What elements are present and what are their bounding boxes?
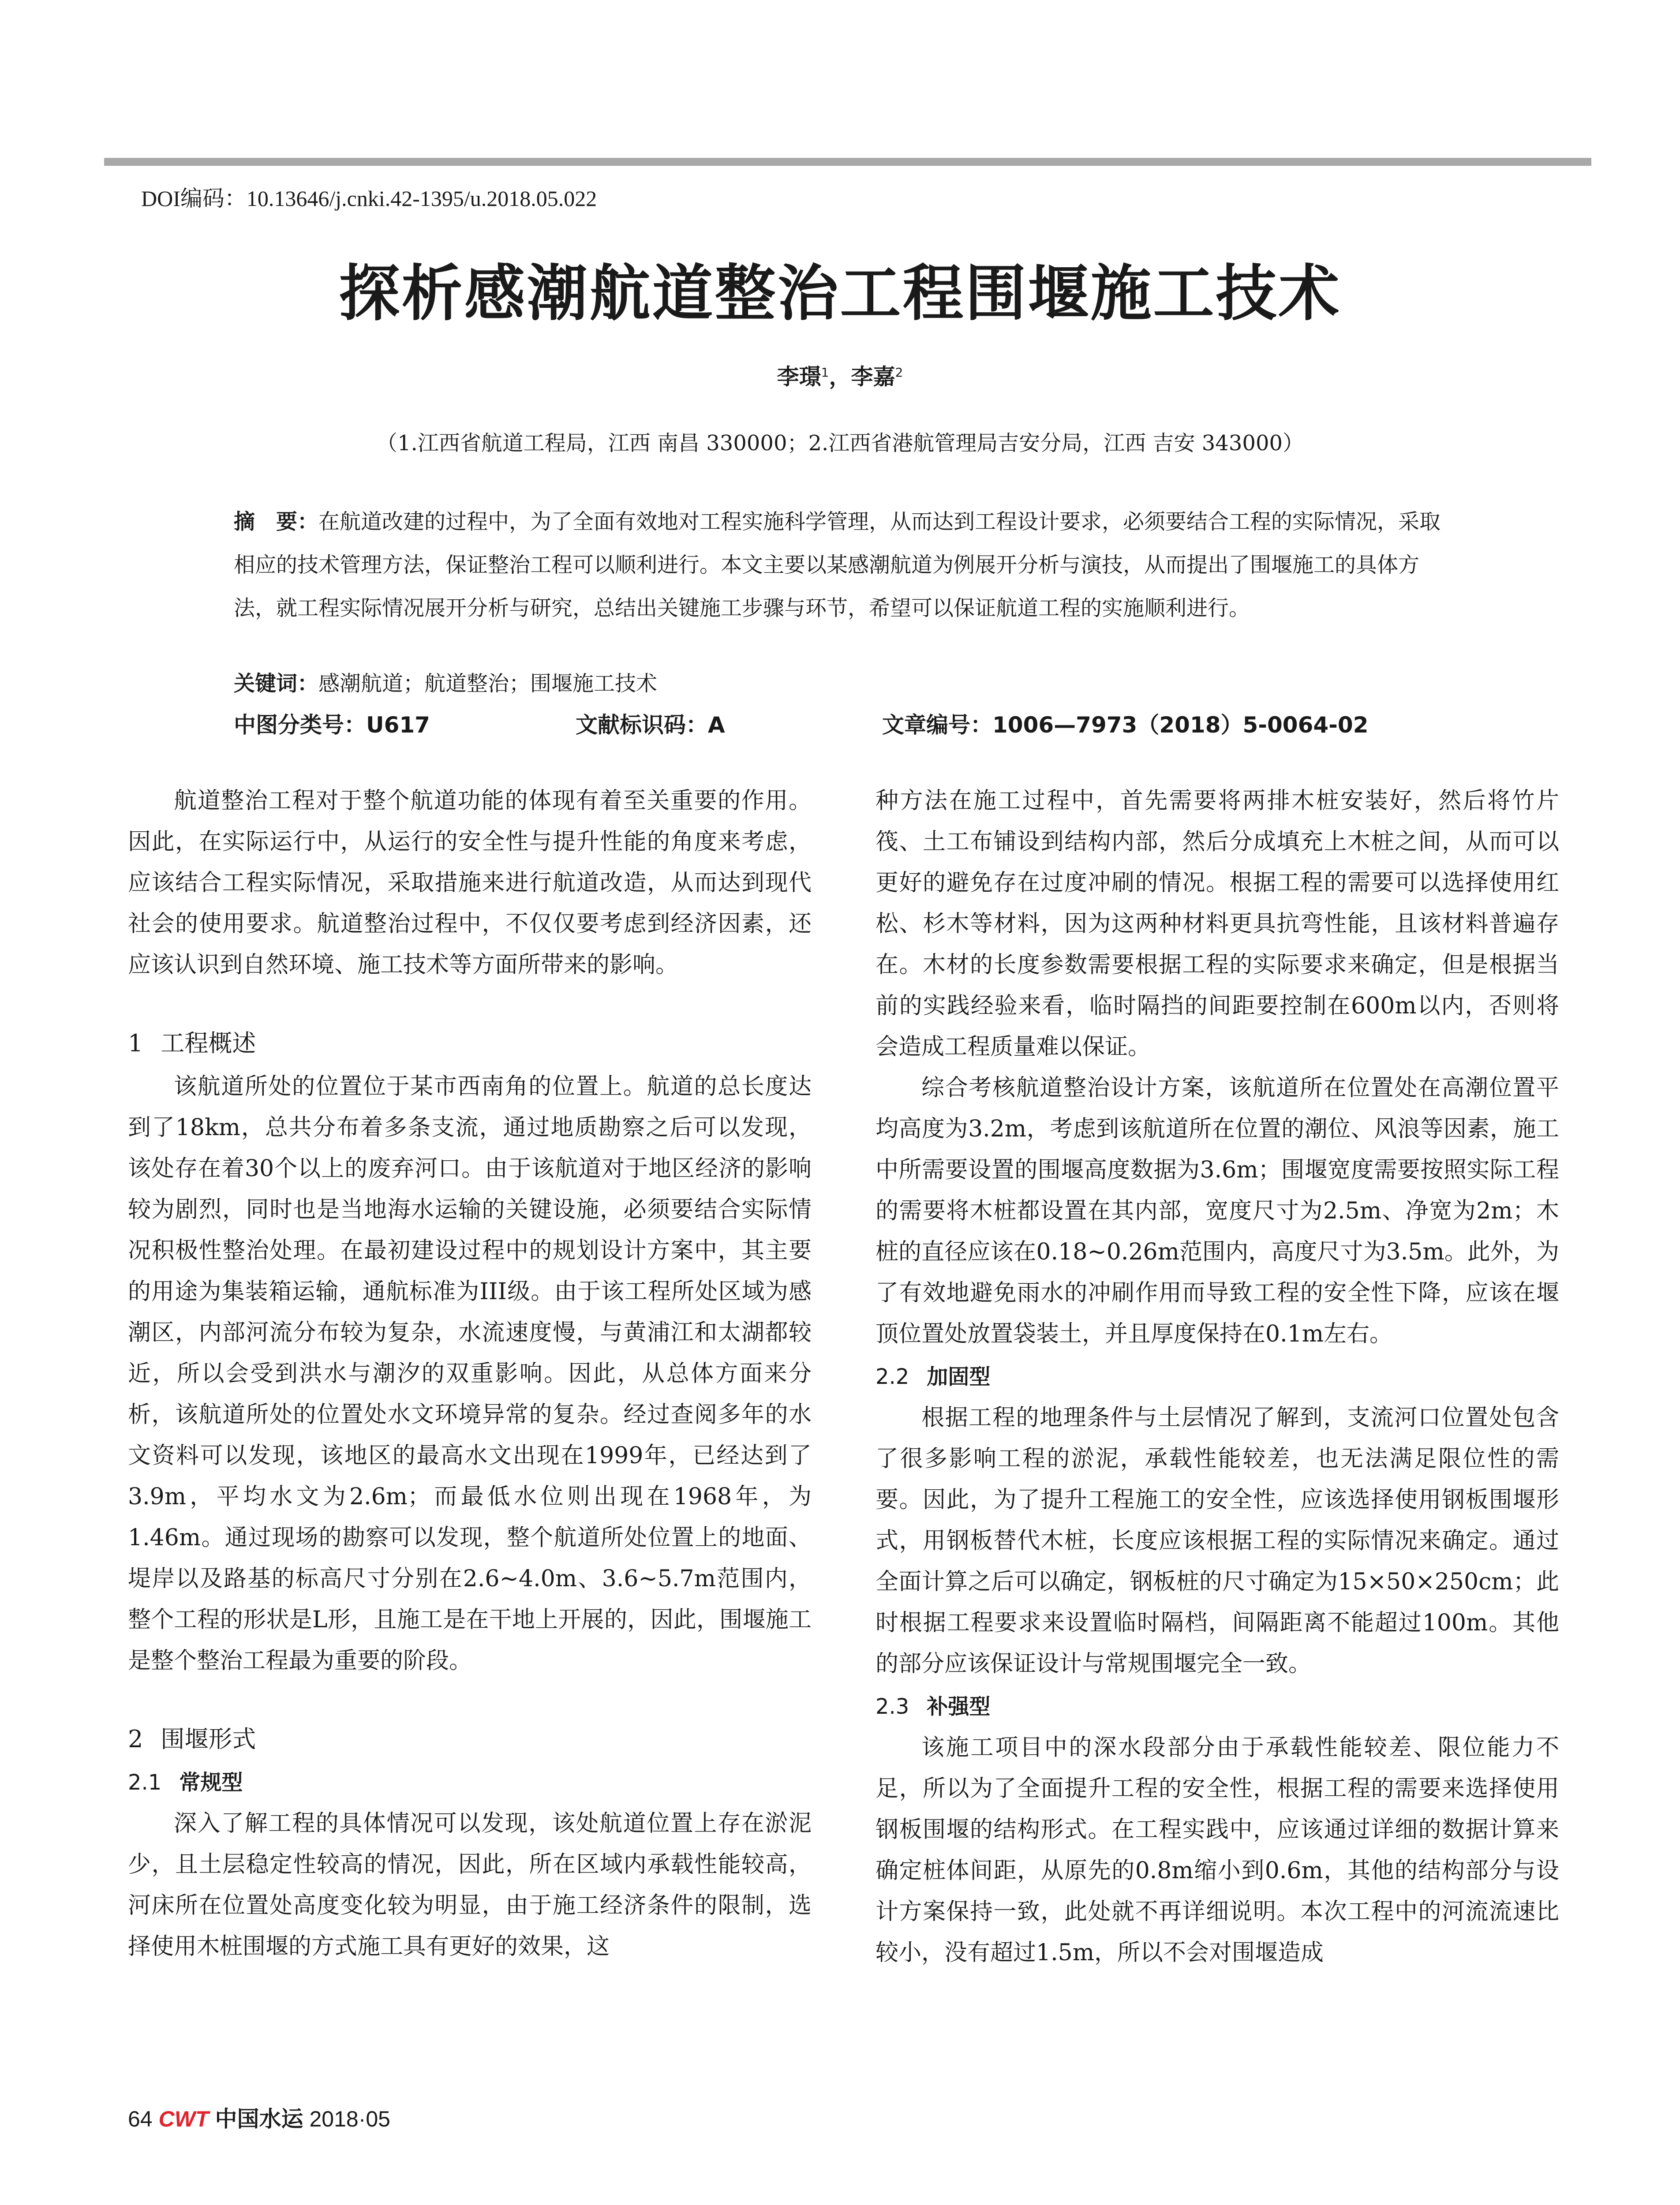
abstract xyxy=(234,500,1456,630)
section-title: 工程概述 xyxy=(161,1029,256,1057)
subsection-number: 2.3 xyxy=(876,1694,909,1719)
section-number: 2 xyxy=(128,1725,143,1753)
journal-brand-logo: CWT xyxy=(158,2107,209,2131)
author-affil-mark: 1 xyxy=(821,365,829,380)
subsection-number: 2.1 xyxy=(128,1770,162,1795)
subsection-title: 常规型 xyxy=(179,1770,243,1795)
subsection-heading-2-3 xyxy=(876,1686,1559,1727)
section-heading-1 xyxy=(128,1023,812,1064)
subsection-heading-2-1 xyxy=(128,1762,812,1803)
keywords-text: 感潮航道；航道整治；围堰施工技术 xyxy=(318,671,658,696)
keywords xyxy=(234,666,1456,701)
author-name: 李嘉 xyxy=(851,364,895,390)
author-line xyxy=(0,358,1680,392)
section-number: 1 xyxy=(128,1029,143,1057)
subsection-heading-2-2 xyxy=(876,1357,1559,1398)
affiliation: （1.江西省航道工程局，江西 南昌 330000；2.江西省港航管理局吉安分局，江西 吉安 343000） xyxy=(376,431,1304,456)
clc-number: 中图分类号：U617 xyxy=(234,712,430,738)
author-affil-mark: 2 xyxy=(895,365,903,380)
abstract-text: 在航道改建的过程中，为了全面有效地对工程实施科学管理，从而达到工程设计要求，必须要结合工程的实际情况，采取相应的技术管理方法，保证整治工程可以顺利进行。本文主要以某感潮航道为例展开分析与演技，从而提出了围堰施工的具体方法，就工程实际情况展开分析与研究，总结出关键施工步骤与环节，希望可以保证航道工程的实施顺利进行。 xyxy=(234,509,1441,620)
section-2-1-continued: 种方法在施工过程中，首先需要将两排木桩安装好，然后将竹片筏、土工布铺设到结构内部，然后分成填充上木桩之间，从而可以更好的避免存在过度冲刷的情况。根据工程的需要可以选择使用红松、杉木等材料，因为这两种材料更具抗弯性能，且该材料普遍存在。木材的长度参数需要根据工程的实际要求来确定，但是根据当前的实践经验来看，临时隔挡的间距要控制在600m以内，否则将会造成工程质量难以保证。 xyxy=(876,788,1559,1060)
intro-paragraph: 航道整治工程对于整个航道功能的体现有着至关重要的作用。因此，在实际运行中，从运行的安全性与提升性能的角度来考虑，应该结合工程实际情况，采取措施来进行航道改造，从而达到现代社会的使用要求。航道整治过程中，不仅仅要考虑到经济因素，还应该认识到自然环境、施工技术等方面所带来的影响。 xyxy=(128,788,812,978)
section-title: 围堰形式 xyxy=(161,1725,256,1753)
body-column-left xyxy=(128,781,812,1967)
article-number: 文章编号：1006—7973（2018）5-0064-02 xyxy=(882,712,1369,738)
subsection-title: 补强型 xyxy=(927,1694,991,1719)
page-number: 64 xyxy=(128,2107,153,2131)
body-column-right xyxy=(876,781,1559,1973)
section-2-3-paragraph: 该施工项目中的深水段部分由于承载性能较差、限位能力不足，所以为了全面提升工程的安全性，根据工程的需要来选择使用钢板围堰的结构形式。在工程实践中，应该通过详细的数据计算来确定桩体间距，从原先的0.8m缩小到0.6m，其他的结构部分与设计方案保持一致，此处就不再详细说明。本次工程中的河流流速比较小，没有超过1.5m，所以不会对围堰造成 xyxy=(876,1734,1559,1966)
section-2-2-paragraph: 根据工程的地理条件与土层情况了解到，支流河口位置处包含了很多影响工程的淤泥，承载性能较差，也无法满足限位性的需要。因此，为了提升工程施工的安全性，应该选择使用钢板围堰形式，用钢板替代木桩，长度应该根据工程的实际情况来确定。通过全面计算之后可以确定，钢板桩的尺寸确定为15×50×250cm；此时根据工程要求来设置临时隔档，间隔距离不能超过100m。其他的部分应该保证设计与常规围堰完全一致。 xyxy=(876,1405,1559,1677)
section-heading-2 xyxy=(128,1719,812,1760)
author-separator: ， xyxy=(829,364,851,390)
section-2-1-paragraph-2: 综合考核航道整治设计方案，该航道所在位置处在高潮位置平均高度为3.2m，考虑到该航道所在位置的潮位、风浪等因素，施工中所需要设置的围堰高度数据为3.6m；围堰宽度需要按照实际工程的需要将木桩都设置在其内部，宽度尺寸为2.5m、净宽为2m；木桩的直径应该在0.18~0.26m范围内，高度尺寸为3.5m。此外，为了有效地避免雨水的冲刷作用而导致工程的安全性下降，应该在堰顶位置处放置袋装土，并且厚度保持在0.1m左右。 xyxy=(876,1075,1559,1347)
page-footer xyxy=(128,2104,390,2134)
subsection-title: 加固型 xyxy=(927,1364,991,1389)
document-code: 文献标识码：A xyxy=(576,712,725,738)
top-rule xyxy=(104,158,1591,166)
author-name: 李璟 xyxy=(777,364,821,390)
journal-name: 中国水运 xyxy=(215,2106,303,2132)
section-2-1-paragraph: 深入了解工程的具体情况可以发现，该处航道位置上存在淤泥少，且土层稳定性较高的情况，因此，所在区域内承载性能较高，河床所在位置处高度变化较为明显，由于施工经济条件的限制，选择使用木桩围堰的方式施工具有更好的效果，这 xyxy=(128,1810,812,1960)
keywords-label: 关键词： xyxy=(234,671,319,696)
paper-title: 探析感潮航道整治工程围堰施工技术 xyxy=(339,257,1341,329)
journal-issue: 2018·05 xyxy=(309,2107,390,2131)
subsection-number: 2.2 xyxy=(876,1364,909,1389)
section-1-paragraph: 该航道所处的位置位于某市西南角的位置上。航道的总长度达到了18km，总共分布着多条支流，通过地质勘察之后可以发现，该处存在着30个以上的废弃河口。由于该航道对于地区经济的影响较为剧烈，同时也是当地海水运输的关键设施，必须要结合实际情况积极性整治处理。在最初建设过程中的规划设计方案中，其主要的用途为集装箱运输，通航标准为III级。由于该工程所处区域为感潮区，内部河流分布较为复杂，水流速度慢，与黄浦江和太湖都较近，所以会受到洪水与潮汐的双重影响。因此，从总体方面来分析，该航道所处的位置处水文环境异常的复杂。经过查阅多年的水文资料可以发现，该地区的最高水文出现在1999年，已经达到了3.9m，平均水文为2.6m；而最低水位则出现在1968年，为1.46m。通过现场的勘察可以发现，整个航道所处位置上的地面、堤岸以及路基的标高尺寸分别在2.6~4.0m、3.6~5.7m范围内，整个工程的形状是L形，且施工是在干地上开展的，因此，围堰施工是整个整治工程最为重要的阶段。 xyxy=(128,1073,812,1674)
doi-line: DOI编码：10.13646/j.cnki.42-1395/u.2018.05.022 xyxy=(141,186,597,211)
abstract-label: 摘 要： xyxy=(234,509,319,534)
